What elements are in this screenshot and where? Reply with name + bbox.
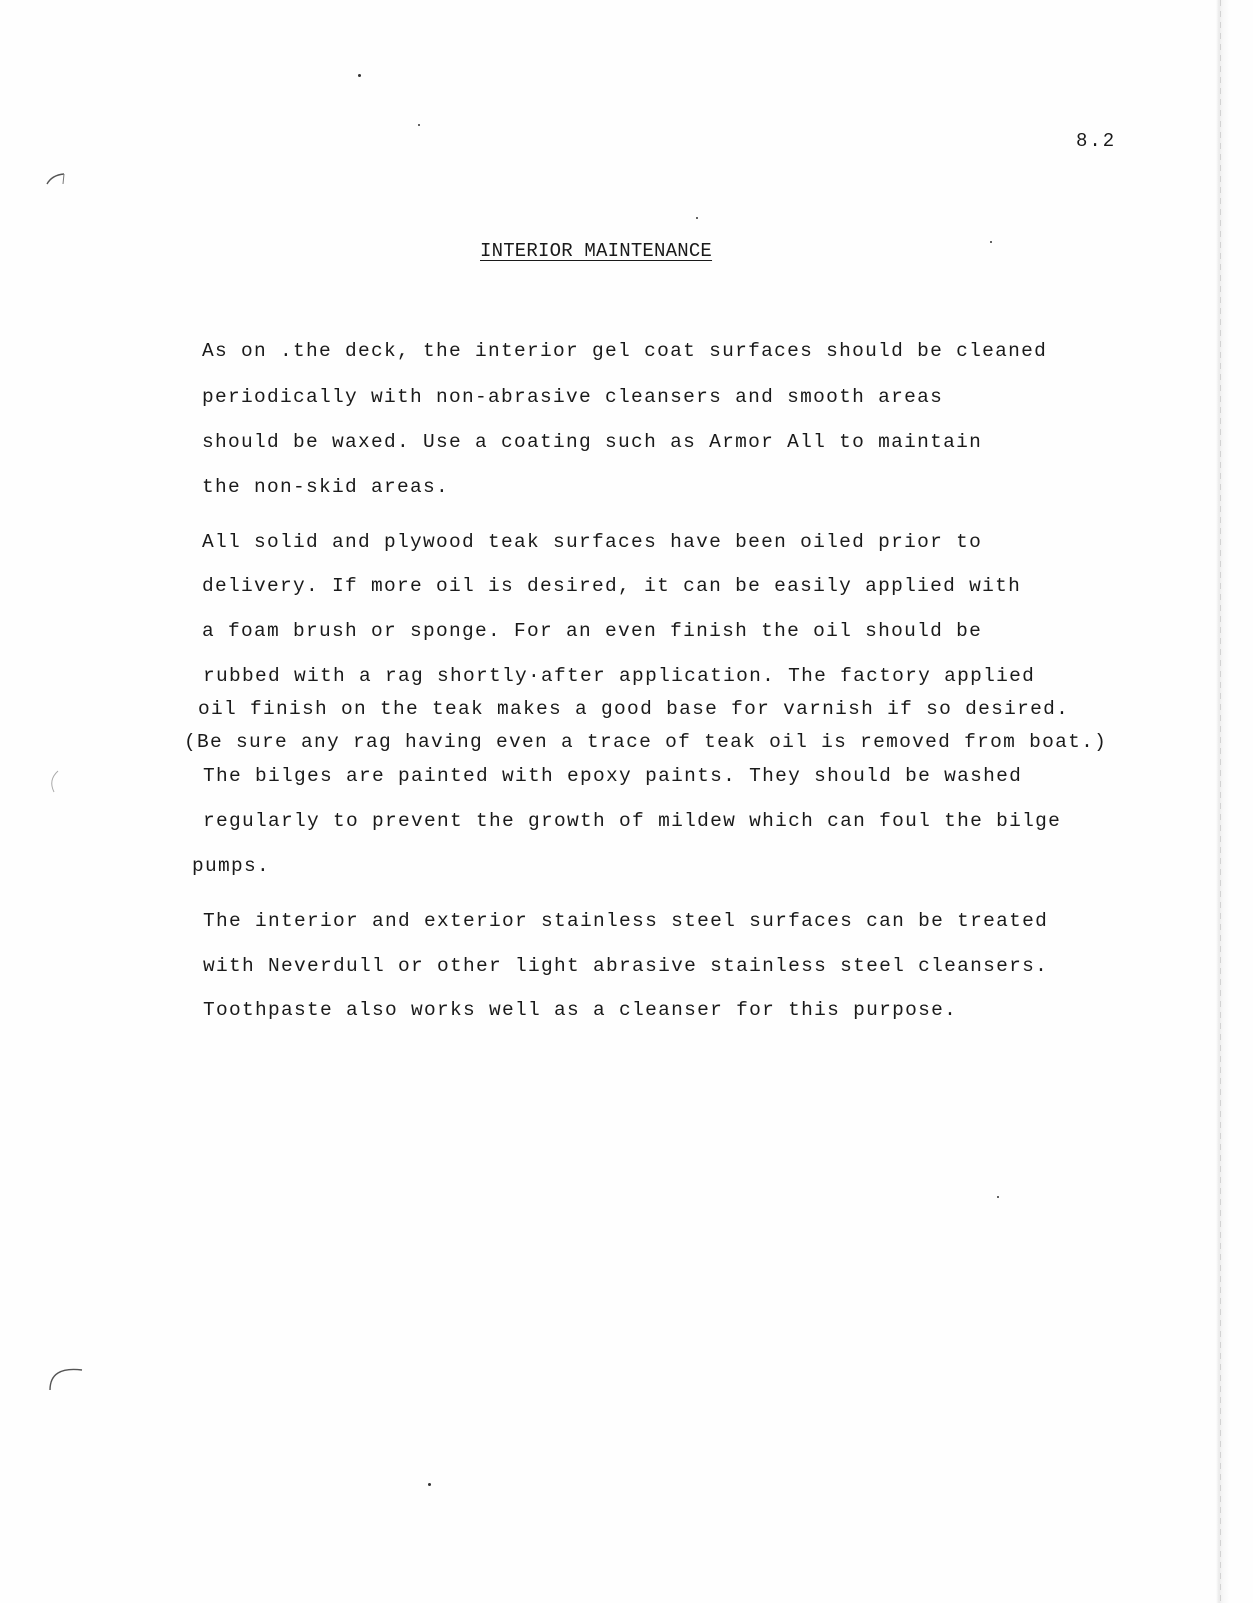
- scan-speck: [696, 217, 698, 219]
- text-line: oil finish on the teak makes a good base for varnish if so desired.: [198, 698, 1070, 720]
- text-line: with Neverdull or other light abrasive stainless steel cleansers.: [203, 955, 1049, 977]
- text-line: pumps.: [192, 855, 271, 877]
- scan-mark: [44, 1356, 88, 1396]
- text-line: periodically with non-abrasive cleansers and smooth areas: [202, 386, 944, 408]
- text-line: (Be sure any rag having even a trace of teak oil is removed from boat.): [184, 731, 1108, 753]
- text-line: regularly to prevent the growth of mildew which can foul the bilge: [203, 810, 1062, 832]
- page-title: INTERIOR MAINTENANCE: [480, 240, 713, 262]
- text-line: a foam brush or sponge. For an even finish the oil should be: [202, 620, 983, 642]
- scan-edge-shadow: [1216, 0, 1253, 1603]
- scan-speck: [418, 124, 420, 126]
- text-line: rubbed with a rag shortly·after application. The factory applied: [203, 665, 1036, 687]
- scan-speck: [358, 74, 361, 77]
- text-line: Toothpaste also works well as a cleanser for this purpose.: [203, 999, 958, 1021]
- text-line: As on .the deck, the interior gel coat surfaces should be cleaned: [202, 340, 1048, 362]
- scan-speck: [428, 1483, 431, 1486]
- text-line: should be waxed. Use a coating such as Armor All to maintain: [202, 431, 983, 453]
- text-line: the non-skid areas.: [202, 476, 450, 498]
- scan-speck: [990, 241, 992, 243]
- scan-speck: [997, 1196, 999, 1198]
- text-line: The bilges are painted with epoxy paints. They should be washed: [203, 765, 1023, 787]
- page-number: 8.2: [1076, 130, 1117, 152]
- text-line: All solid and plywood teak surfaces have been oiled prior to: [202, 531, 983, 553]
- text-line: delivery. If more oil is desired, it can be easily applied with: [202, 575, 1022, 597]
- scan-mark: [44, 170, 68, 190]
- scan-mark: [44, 768, 64, 796]
- text-line: The interior and exterior stainless steel surfaces can be treated: [203, 910, 1049, 932]
